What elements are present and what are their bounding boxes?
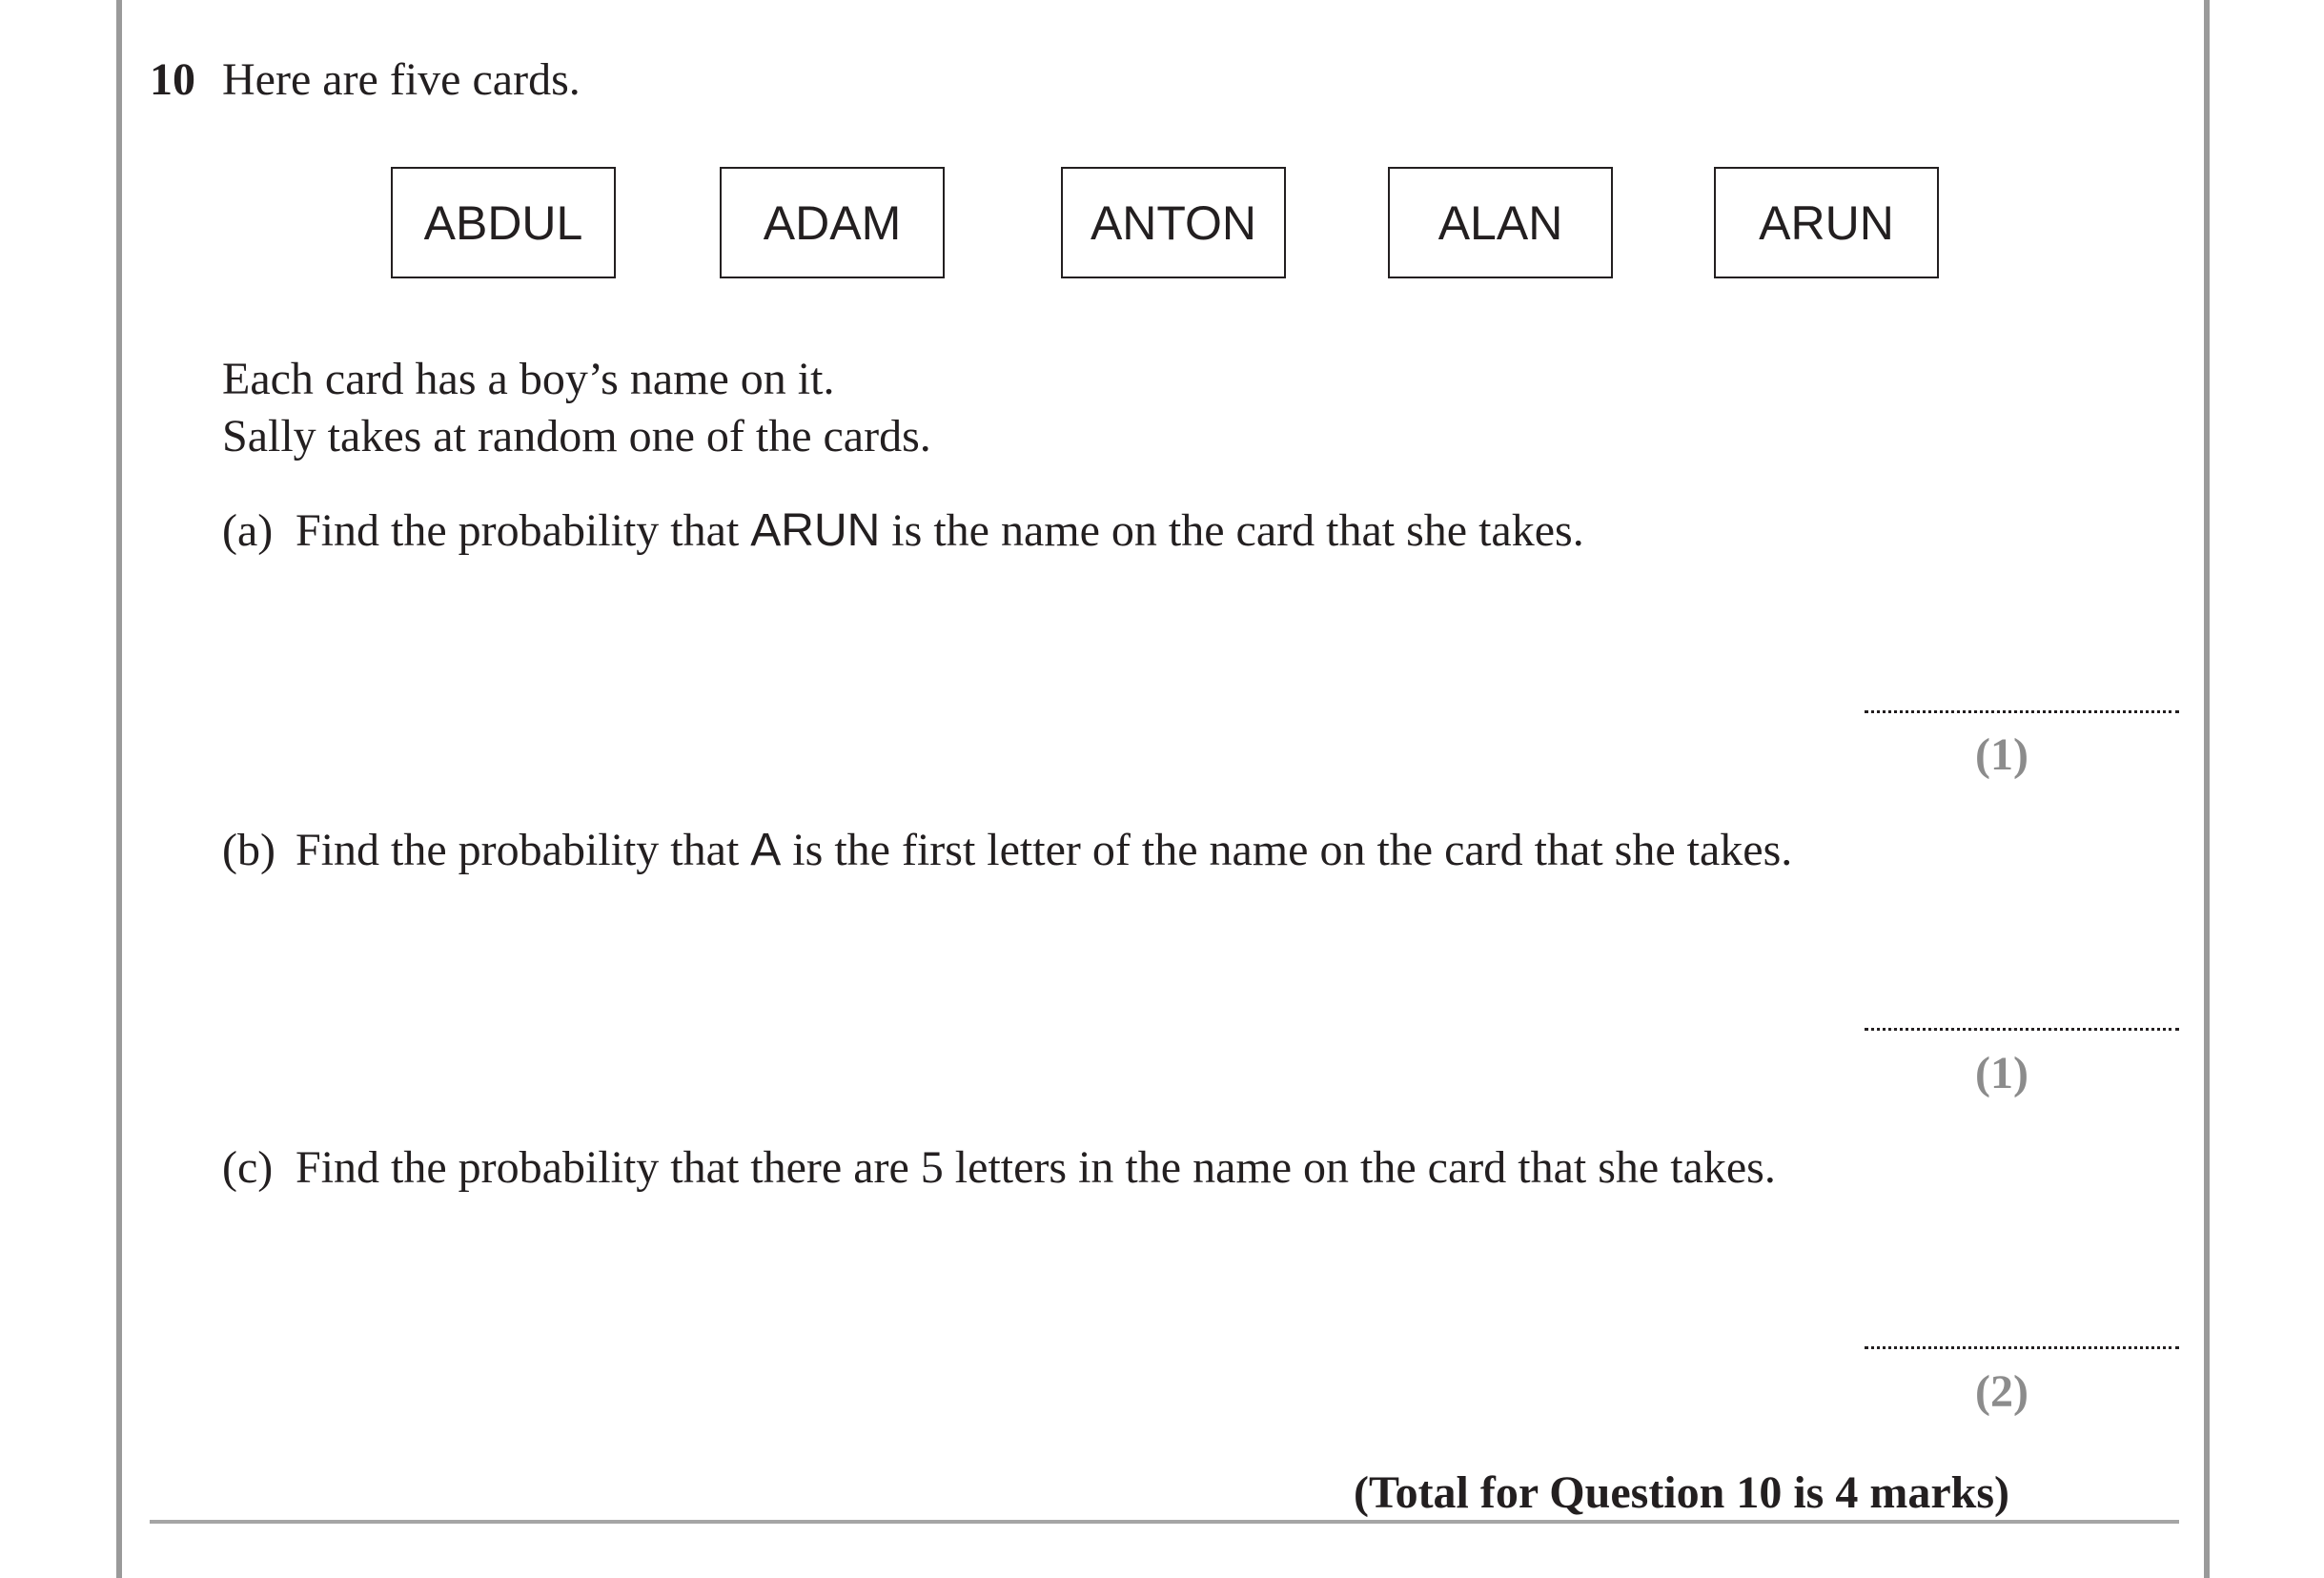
- part-b-label: (b): [222, 825, 275, 875]
- question-intro: Here are five cards.: [222, 54, 581, 105]
- page-border-right: [2204, 0, 2210, 1578]
- name-card-4: ALAN: [1388, 167, 1613, 278]
- description-line-2: Sally takes at random one of the cards.: [222, 411, 931, 461]
- name-card-3: ANTON: [1061, 167, 1286, 278]
- part-b-marks: (1): [1975, 1048, 2028, 1098]
- description-line-1: Each card has a boy’s name on it.: [222, 354, 835, 404]
- part-b-text-after: is the first letter of the name on the card that she takes.: [781, 825, 1793, 875]
- part-b-answer-line[interactable]: [1865, 1028, 2179, 1031]
- part-a-text-before: Find the probability that: [296, 505, 751, 556]
- question-number: 10: [150, 54, 195, 105]
- part-b-text-before: Find the probability that: [296, 825, 751, 875]
- part-a-question: [296, 502, 1584, 560]
- part-c-marks: (2): [1975, 1366, 2028, 1417]
- bottom-rule: [150, 1520, 2179, 1524]
- part-c-label: (c): [222, 1142, 274, 1193]
- question-total: (Total for Question 10 is 4 marks): [1353, 1467, 2009, 1518]
- part-a-text-after: is the name on the card that she takes.: [880, 505, 1584, 556]
- part-c-answer-line[interactable]: [1865, 1346, 2179, 1349]
- part-a-marks: (1): [1975, 729, 2028, 780]
- part-a-answer-line[interactable]: [1865, 710, 2179, 713]
- part-b-letter: A: [750, 825, 782, 875]
- part-a-name: ARUN: [750, 505, 881, 556]
- name-card-1: ABDUL: [391, 167, 616, 278]
- part-a-label: (a): [222, 505, 274, 556]
- name-card-5: ARUN: [1714, 167, 1939, 278]
- part-c-question: Find the probability that there are 5 letters in the name on the card that she takes.: [296, 1142, 1776, 1193]
- name-card-2: ADAM: [720, 167, 945, 278]
- page-border-left: [116, 0, 122, 1578]
- part-b-question: [296, 822, 1792, 879]
